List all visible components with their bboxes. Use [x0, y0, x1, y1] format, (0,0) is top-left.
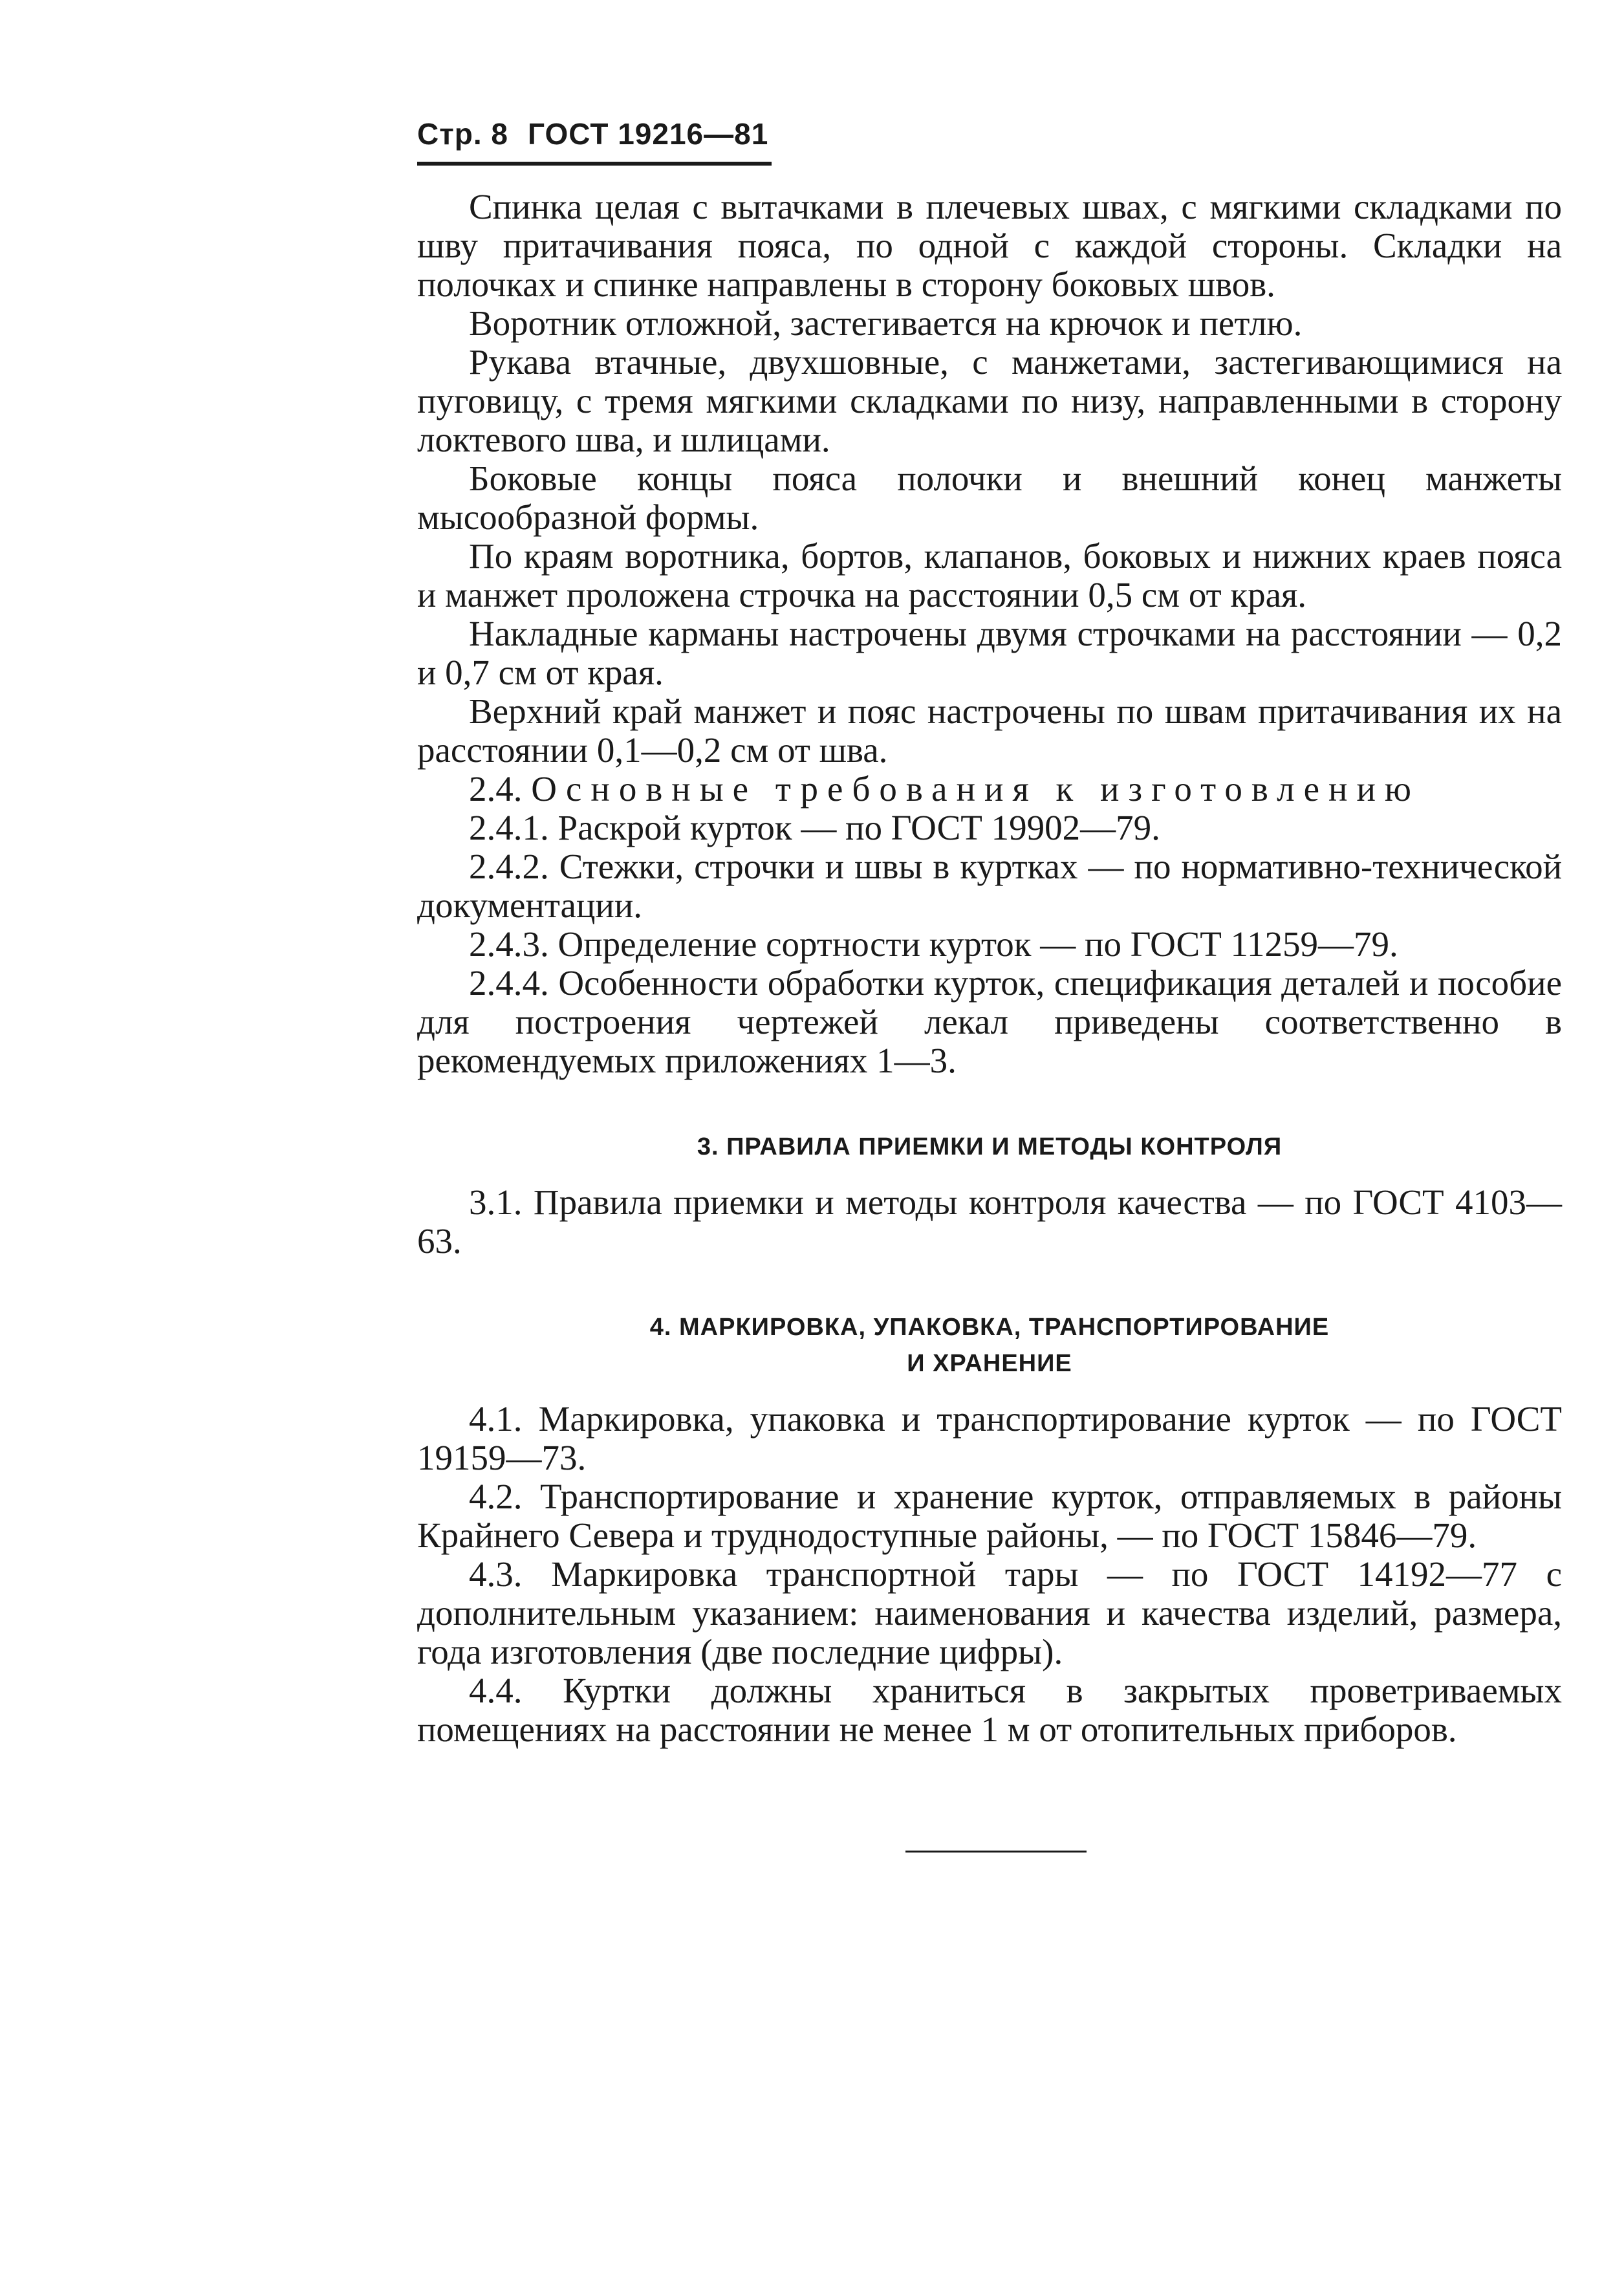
- paragraph: Рукава втачные, двухшовные, с манжетами, застегивающимися на пуговицу, с тремя мягкими складками по низу, направленными в сторону локтевого шва, и шлицами.: [417, 342, 1562, 459]
- paragraph: Воротник отложной, застегивается на крючок и петлю.: [469, 303, 1303, 343]
- section-heading: [417, 1309, 1562, 1382]
- section-heading-line: 4. МАРКИРОВКА, УПАКОВКА, ТРАНСПОРТИРОВАНИЕ: [649, 1314, 1330, 1341]
- standard-number: ГОСТ 19216—81: [528, 117, 769, 151]
- paragraph: По краям воротника, бортов, клапанов, боковых и нижних краев пояса и манжет проложена строчка на расстоянии 0,5 см от края.: [417, 536, 1562, 614]
- section-heading: 3. ПРАВИЛА ПРИЕМКИ И МЕТОДЫ КОНТРОЛЯ: [697, 1133, 1283, 1160]
- paragraph: 2.4.4. Особенности обработки курток, спецификация деталей и пособие для построения чертежей лекал приведены соответственно в рекомендуемых приложениях 1—3.: [417, 963, 1562, 1080]
- paragraph: 4.2. Транспортирование и хранение курток, отправляемых в районы Крайнего Севера и труднодоступные районы, — по ГОСТ 15846—79.: [417, 1477, 1562, 1555]
- paragraph: 4.3. Маркировка транспортной тары — по ГОСТ 14192—77 с дополнительным указанием: наименования и качества изделий, размера, года изготовления (две последние цифры).: [417, 1554, 1562, 1671]
- subsection-heading: [417, 770, 1562, 809]
- paragraph: Накладные карманы настрочены двумя строчками на расстоянии — 0,2 и 0,7 см от края.: [417, 614, 1562, 692]
- header-rule: [417, 162, 772, 166]
- document-body: [417, 188, 1562, 1749]
- paragraph: 2.4.2. Стежки, строчки и швы в куртках — по нормативно-технической документации.: [417, 847, 1562, 925]
- paragraph: 2.4.3. Определение сортности курток — по ГОСТ 11259—79.: [469, 924, 1398, 964]
- paragraph: 4.4. Куртки должны храниться в закрытых проветриваемых помещениях на расстоянии не менее 1 м от отопительных приборов.: [417, 1671, 1562, 1749]
- subsection-number: 2.4.: [469, 769, 523, 809]
- end-rule: [905, 1851, 1087, 1853]
- page-label: Стр. 8: [417, 117, 508, 151]
- paragraph: Боковые концы пояса полочки и внешний конец манжеты мысообразной формы.: [417, 459, 1562, 537]
- paragraph: 3.1. Правила приемки и методы контроля качества — по ГОСТ 4103—63.: [417, 1182, 1562, 1261]
- running-head: [417, 116, 768, 151]
- section-heading-line: И ХРАНЕНИЕ: [907, 1350, 1072, 1377]
- paragraph: Спинка целая с вытачками в плечевых швах, с мягкими складками по шву притачивания пояса, по одной с каждой стороны. Складки на полочках и спинке направлены в сторону боковых швов.: [417, 187, 1562, 304]
- subsection-title: Основные требования к изготовлению: [531, 769, 1420, 809]
- paragraph: 2.4.1. Раскрой курток — по ГОСТ 19902—79.: [469, 808, 1160, 847]
- paragraph: 4.1. Маркировка, упаковка и транспортирование курток — по ГОСТ 19159—73.: [417, 1399, 1562, 1477]
- paragraph: Верхний край манжет и пояс настрочены по швам притачивания их на расстоянии 0,1—0,2 см от шва.: [417, 691, 1562, 770]
